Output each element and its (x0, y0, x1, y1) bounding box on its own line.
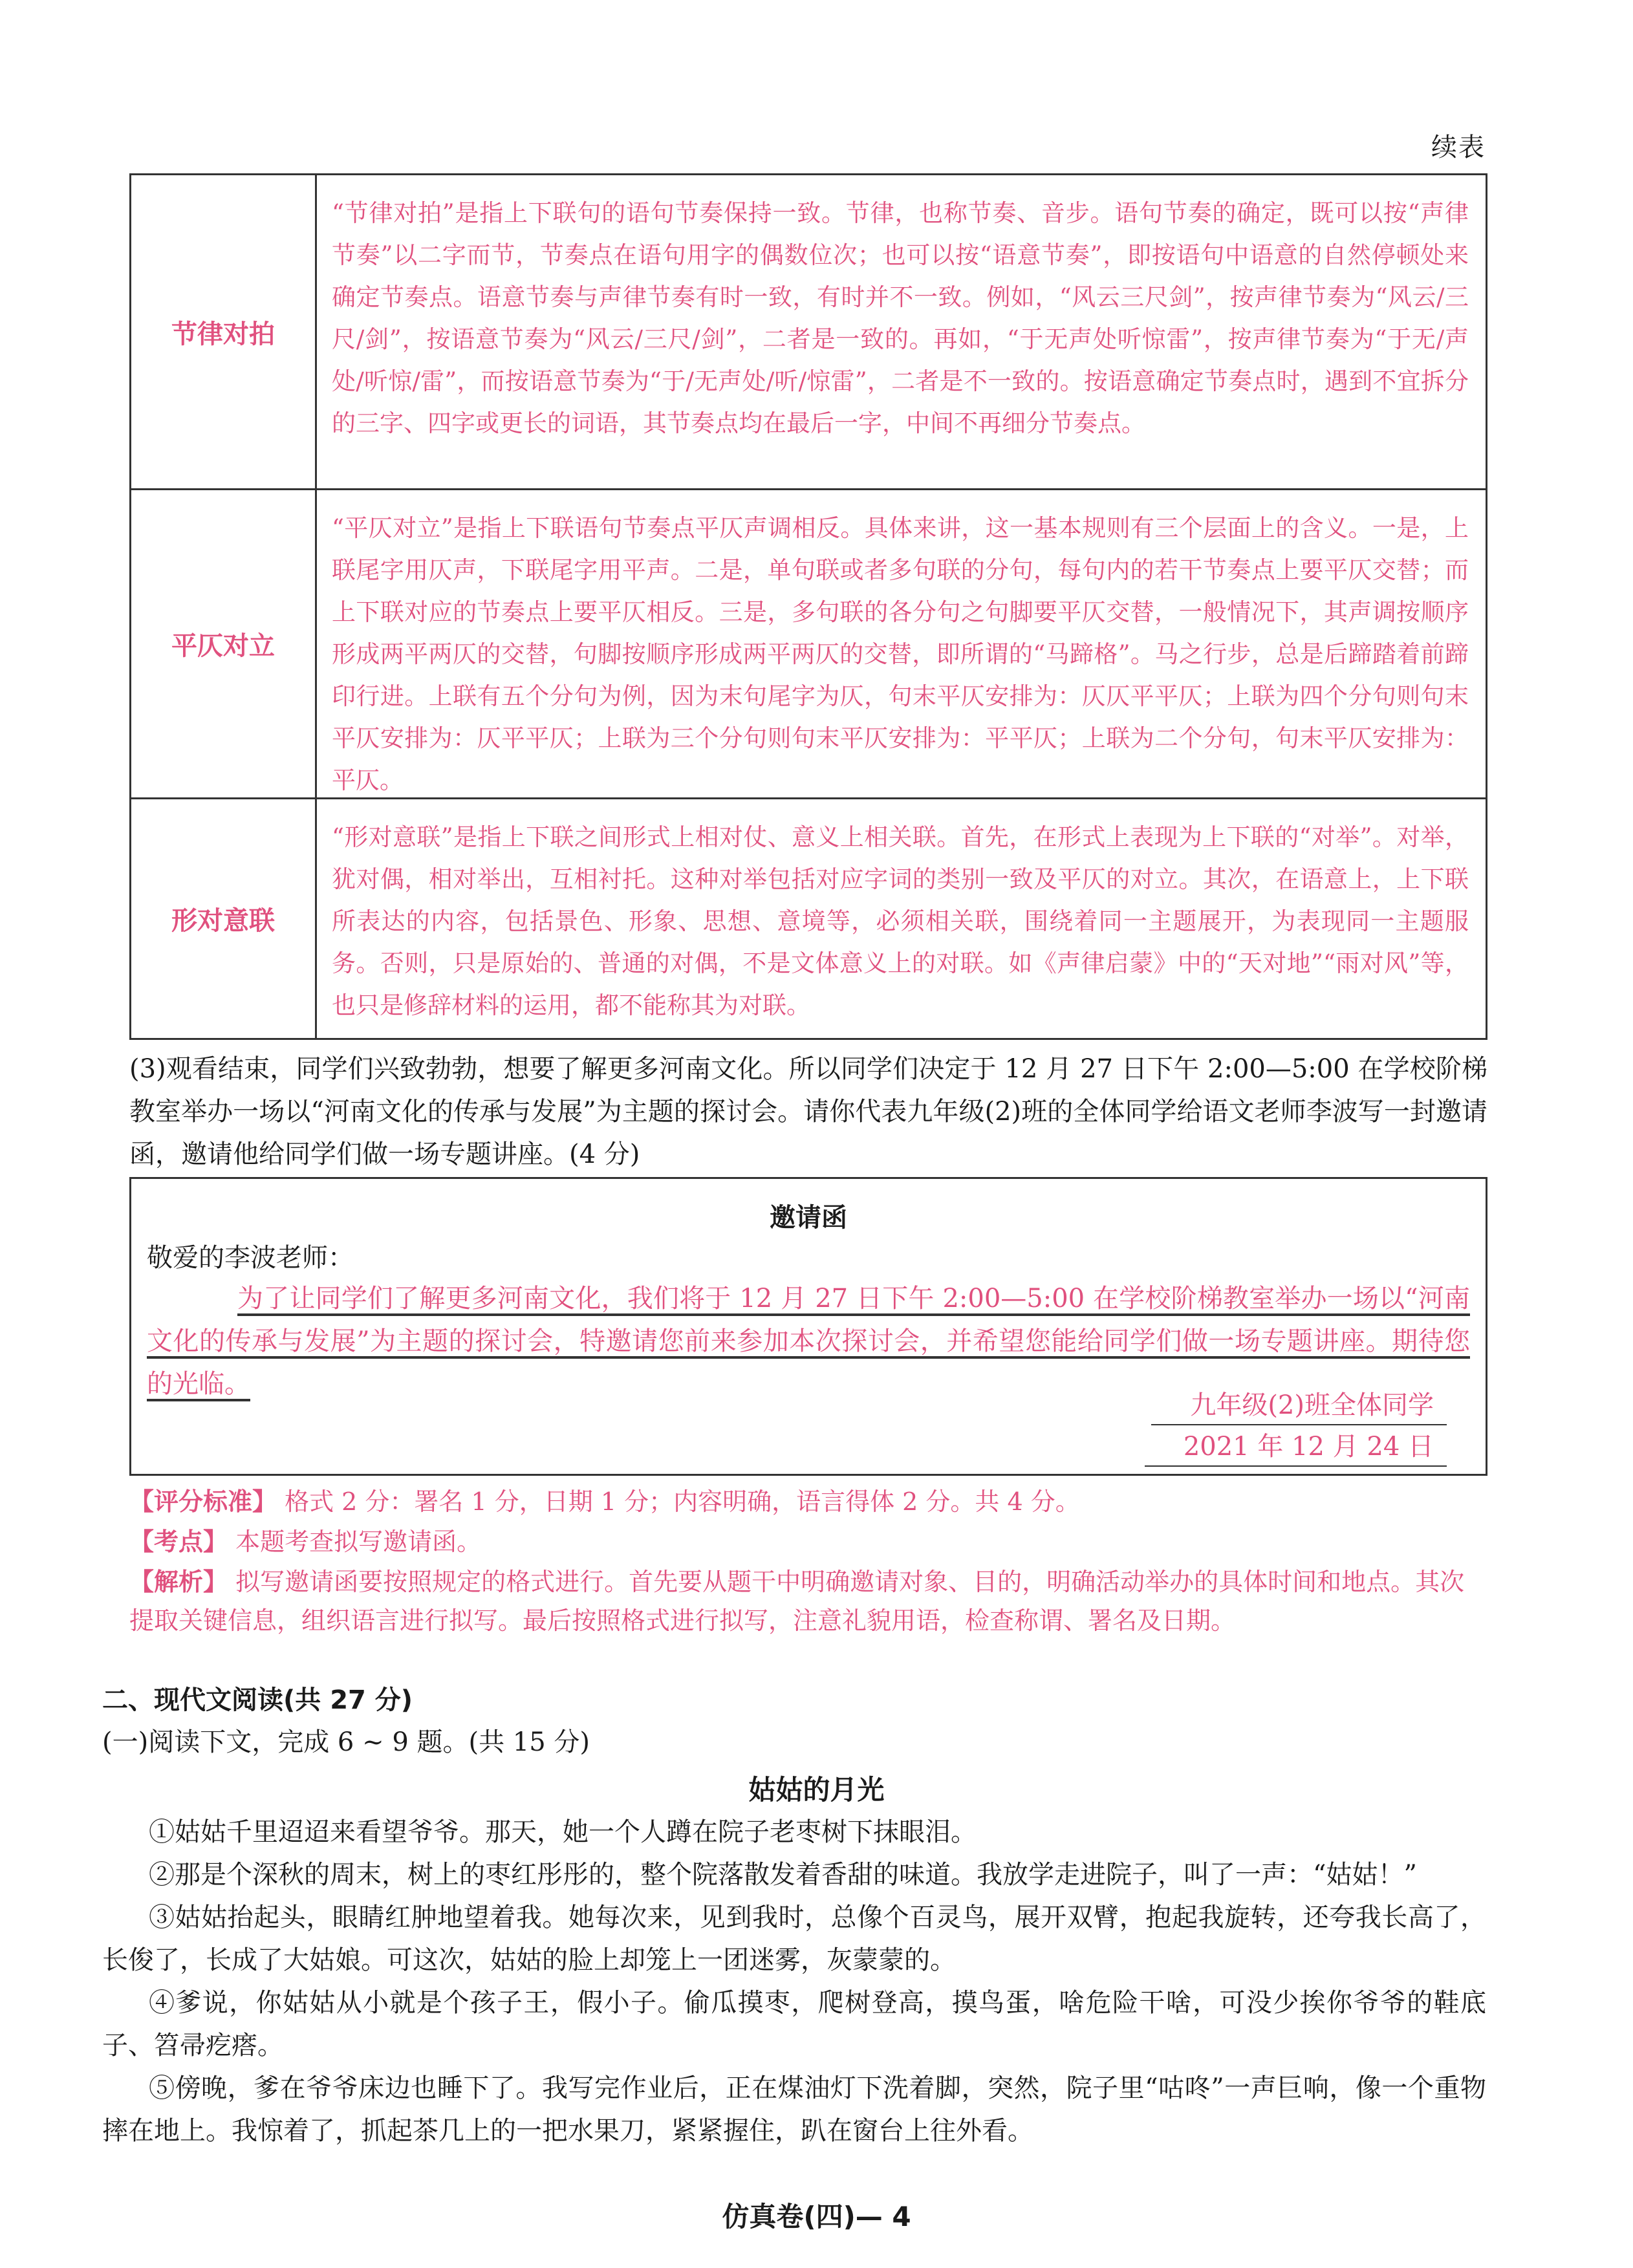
letter-greeting: 敬爱的李波老师： (147, 1243, 354, 1273)
rule-description: “形对意联”是指上下联之间形式上相对仗、意义上相关联。首先，在形式上表现为上下联的“对举”。对举，犹对偶，相对举出，互相衬托。这种对举包括对应字词的类别一致及平仄的对立。其次，在语意上，上下联所表达的内容，包括景色、形象、思想、意境等，必须相关联，围绕着同一主题展开，为表现同一主题服务。否则，只是原始的、普通的对偶，不是文体意义上的对联。如《声律启蒙》中的“天对地”“雨对风”等，也只是修辞材料的运用，都不能称其为对联。 (332, 823, 1469, 1019)
grading-text: 格式 2 分：署名 1 分，日期 1 分；内容明确，语言得体 2 分。共 4 分。 (277, 1487, 1080, 1516)
story-paragraph: ④爹说，你姑姑从小就是个孩子王，假小子。偷瓜摸枣，爬树登高，摸鸟蛋，啥危险干啥，可没少挨你爷爷的鞋底子、笤帚疙瘩。 (102, 1988, 1486, 2060)
letter-title: 邀请函 (770, 1203, 847, 1233)
rule-name: 节律对拍 (131, 175, 317, 488)
letter-date: 2021 年 12 月 24 日 (1145, 1426, 1447, 1467)
letter-body: 为了让同学们了解更多河南文化，我们将于 12 月 27 日下午 2:00—5:00 在学校阶梯教室举办一场以“河南文化的传承与发展”为主题的探讨会，特邀请您前来参加本次探讨会，并希望您能给同学们做一场专题讲座。期待您的光临。 (147, 1284, 1470, 1399)
kaodian-tag: 【考点】 (129, 1528, 228, 1556)
continuation-label: 续表 (1431, 133, 1486, 162)
subsection-heading: (一)阅读下文，完成 6 ~ 9 题。(共 15 分) (102, 1727, 590, 1757)
page-footer: 仿真卷(四)— 4 (722, 2201, 911, 2232)
section-heading: 二、现代文阅读(共 27 分) (102, 1685, 413, 1715)
rule-name: 平仄对立 (131, 490, 317, 797)
grading-criteria (129, 1482, 1487, 1521)
story-paragraph: ②那是个深秋的周末，树上的枣红彤彤的，整个院落散发着香甜的味道。我放学走进院子，叫了一声：“姑姑！” (149, 1860, 1417, 1890)
rule-description: “平仄对立”是指上下联语句节奏点平仄声调相反。具体来讲，这一基本规则有三个层面上的含义。一是，上联尾字用仄声，下联尾字用平声。二是，单句联或者多句联的分句，每句内的若干节奏点上要平仄交替；而上下联对应的节奏点上要平仄相反。三是，多句联的各分句之句脚要平仄交替，一般情况下，其声调按顺序形成两平两仄的交替，句脚按顺序形成两平两仄的交替，即所谓的“马蹄格”。马之行步，总是后蹄踏着前蹄印行进。上联有五个分句为例，因为末句尾字为仄，句末平仄安排为：仄仄平平仄；上联为四个分句则句末平仄安排为：仄平平仄；上联为三个分句则句末平仄安排为：平平仄；上联为二个分句，句末平仄安排为：平仄。 (332, 514, 1469, 794)
question-3: (3)观看结束，同学们兴致勃勃，想要了解更多河南文化。所以同学们决定于 12 月 27 日下午 2:00—5:00 在学校阶梯教室举办一场以“河南文化的传承与发展”为主题的探讨会。请你代表九年级(2)班的全体同学给语文老师李波写一封邀请函，邀请他给同学们做一场专题讲座。(4 分) (129, 1054, 1487, 1169)
letter-signature: 九年级(2)班全体同学 (1151, 1385, 1447, 1425)
jiexi-tag: 【解析】 (129, 1568, 228, 1596)
test-point (129, 1522, 1487, 1561)
invitation-letter-box (129, 1177, 1487, 1476)
kaodian-text: 本题考查拟写邀请函。 (228, 1528, 482, 1556)
story-paragraph: ①姑姑千里迢迢来看望爷爷。那天，她一个人蹲在院子老枣树下抹眼泪。 (149, 1817, 977, 1847)
rules-table (129, 173, 1487, 1040)
story-title: 姑姑的月光 (748, 1774, 885, 1806)
table-row (131, 797, 1486, 1038)
jiexi-text: 拟写邀请函要按照规定的格式进行。首先要从题干中明确邀请对象、目的，明确活动举办的具体时间和地点。其次提取关键信息，组织语言进行拟写。最后按照格式进行拟写，注意礼貌用语，检查称谓、署名及日期。 (129, 1568, 1465, 1635)
story-paragraph: ③姑姑抬起头，眼睛红肿地望着我。她每次来，见到我时，总像个百灵鸟，展开双臂，抱起我旋转，还夸我长高了，长俊了，长成了大姑娘。可这次，姑姑的脸上却笼上一团迷雾，灰蒙蒙的。 (102, 1903, 1486, 1975)
table-row (131, 488, 1486, 797)
rule-name: 形对意联 (131, 799, 317, 1038)
table-row (131, 175, 1486, 488)
grading-tag: 【评分标准】 (129, 1487, 277, 1516)
story-paragraph: ⑤傍晚，爹在爷爷床边也睡下了。我写完作业后，正在煤油灯下洗着脚，突然，院子里“咕咚”一声巨响，像一个重物摔在地上。我惊着了，抓起茶几上的一把水果刀，紧紧握住，趴在窗台上往外看。 (102, 2073, 1486, 2146)
rule-description: “节律对拍”是指上下联句的语句节奏保持一致。节律，也称节奏、音步。语句节奏的确定，既可以按“声律节奏”以二字而节，节奏点在语句用字的偶数位次；也可以按“语意节奏”，即按语句中语意的自然停顿处来确定节奏点。语意节奏与声律节奏有时一致，有时并不一致。例如，“风云三尺剑”，按声律节奏为“风云/三尺/剑”，按语意节奏为“风云/三尺/剑”，二者是一致的。再如，“于无声处听惊雷”，按声律节奏为“于无/声处/听惊/雷”，而按语意节奏为“于/无声处/听/惊雷”，二者是不一致的。按语意确定节奏点时，遇到不宜拆分的三字、四字或更长的词语，其节奏点均在最后一字，中间不再细分节奏点。 (332, 199, 1469, 437)
analysis (129, 1562, 1487, 1640)
